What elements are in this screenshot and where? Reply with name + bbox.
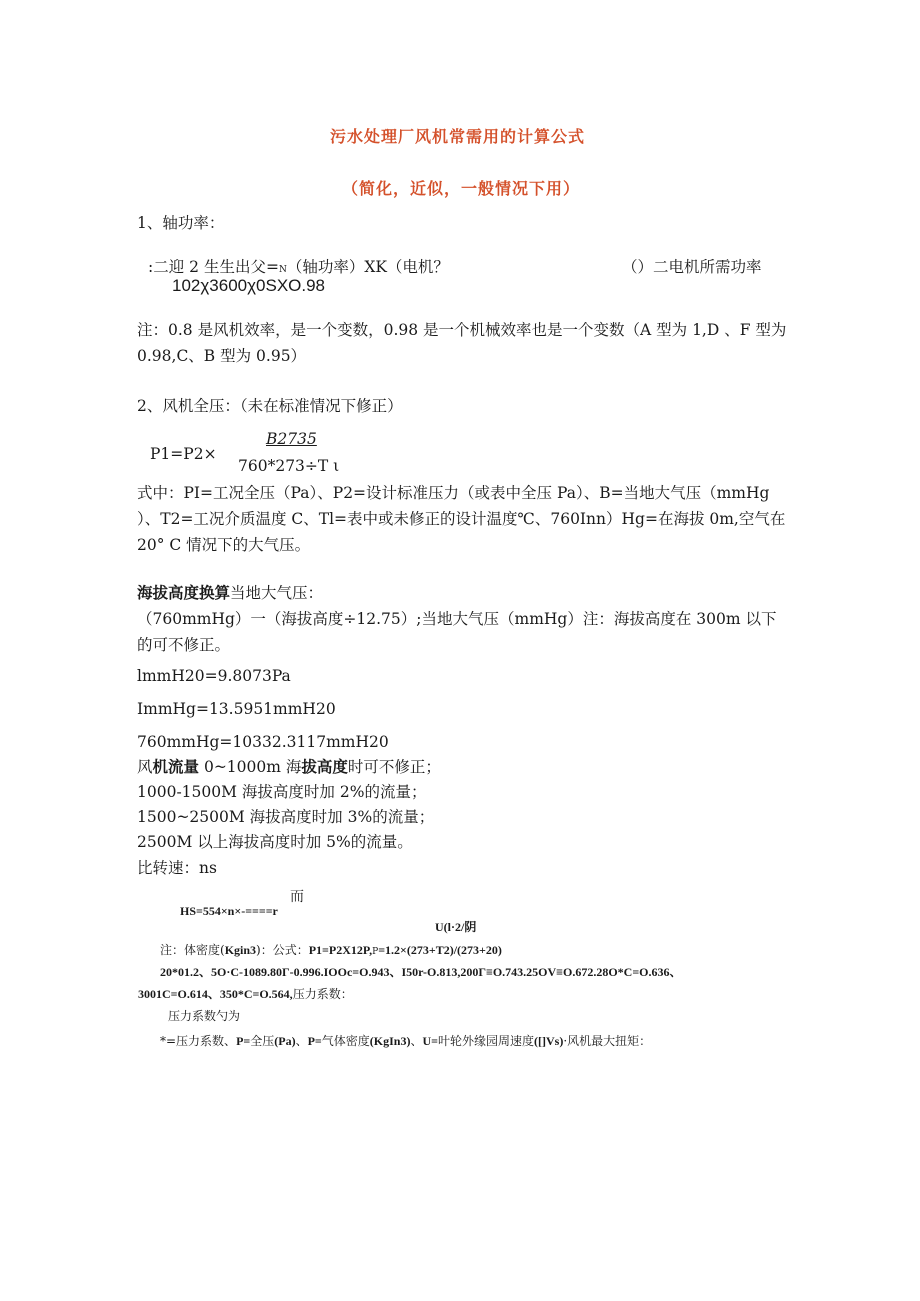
ns-formula-top: 而 (290, 888, 304, 904)
legend-l: ([]Vs) (534, 1034, 564, 1048)
section1-heading: 1、轴功率： (137, 214, 225, 232)
altitude-heading-rest: 当地大气压： (230, 584, 324, 602)
ns-formula-main: HS=554×n×-====r (180, 904, 278, 918)
flow-rule-3: 2500M 以上海拔高度时加 5%的流量。 (137, 833, 413, 851)
efficiency-note: 注：0.8 是风机效率，是一个变数，0.98 是一个机械效率也是一个变数（A 型为 1,D 、F 型为 0.98,C、B 型为 0.95） (137, 321, 787, 365)
flow-text-a: 风 (137, 758, 153, 776)
density-values-line-2 (138, 985, 353, 1002)
legend-i: 、 (410, 1034, 423, 1048)
ns-formula-right: U(l·2/阴 (435, 920, 477, 934)
flow-rule-2: 1500~2500M 海拔高度时加 3%的流量； (137, 808, 435, 826)
symbols-legend (160, 1032, 651, 1049)
density-values-text: 3001C=O.614、350*C=O.564, (138, 987, 293, 1001)
conversion-mmh2o: lmmH20=9.8073Pa (137, 667, 291, 685)
altitude-description: （760mmHg）一（海拔高度÷12.75）;当地大气压（mmHg）注：海拔高度在 300m 以下的可不修正。 (137, 610, 777, 654)
power-formula-rest: （轴功率）XK（电机？ (286, 258, 449, 276)
legend-f: P= (307, 1034, 322, 1048)
power-formula-left: :二迎 2 生生出父= (148, 258, 279, 276)
legend-b: P= (236, 1034, 251, 1048)
section2-heading: 2、风机全压：（未在标准情况下修正） (137, 397, 403, 415)
power-formula-denominator: 102χ3600χ0SXO.98 (172, 276, 326, 295)
density-note-a: 注：体密度( (160, 943, 225, 957)
flow-text-e: 时可不修正； (347, 758, 441, 776)
flow-text-d: 拔高度 (301, 758, 348, 776)
flow-text-c: 0~1000m 海 (199, 758, 302, 776)
altitude-heading-bold: 海拔高度换算 (137, 584, 231, 602)
legend-m: ·风机最大扭矩： (563, 1034, 652, 1048)
legend-j: U= (422, 1034, 438, 1048)
legend-a: *=压力系数、 (160, 1034, 237, 1048)
legend-h: (KgIn3) (369, 1034, 411, 1048)
legend-k: 叶轮外缘园周速度 (437, 1034, 534, 1048)
flow-text-b: 机流量 (152, 758, 200, 776)
pressure-formula-left: P1=P2× (150, 445, 217, 463)
conversion-760mmhg: 760mmHg=10332.3117mmH20 (137, 733, 389, 751)
pressure-coef-line: 压力系数勺为 (168, 1009, 241, 1023)
pressure-coef-label: 压力系数： (292, 987, 353, 1001)
altitude-heading (137, 581, 323, 605)
conversion-mmhg: ImmHg=13.5951mmH20 (137, 700, 336, 718)
flow-correction-intro (137, 755, 441, 779)
density-note-e: P (372, 947, 379, 957)
power-formula-sub: N (278, 265, 287, 275)
legend-d: (Pa) (274, 1034, 296, 1048)
legend-g: 气体密度 (321, 1034, 370, 1048)
pressure-explanation: 式中：PI=工况全压（Pa）、P2=设计标准压力（或表中全压 Pa）、B=当地大气压（mmHg ）、T2=工况介质温度 C、Tl=表中或未修正的设计温度℃、760Inn）Hg=在海拔 0m,空气在 20° C 情况下的大气压。 (137, 484, 786, 554)
density-note-f: =1.2×(273+T2)/(273+20) (378, 943, 502, 957)
legend-e: 、 (295, 1034, 308, 1048)
density-values-line: 20*01.2、5O·C-1089.80Γ-0.996.IOOc=O.943、I50r-O.813,200Γ≡O.743.25OV≡O.672.28O*C=O.636、 (160, 965, 682, 979)
density-note-c: )：公式： (256, 943, 309, 957)
pressure-formula-numerator: B2735 (266, 430, 317, 448)
density-note-d: P1=P2X12P, (308, 943, 373, 957)
page-subtitle: （简化，近似，一般情况下用） (342, 179, 581, 198)
density-note-b: Kgin3 (224, 943, 257, 957)
legend-c: 全压 (250, 1034, 275, 1048)
pressure-formula-denominator: 760*273÷T ι (238, 457, 340, 475)
power-formula-right: （）二电机所需功率 (622, 258, 762, 276)
page-title: 污水处理厂风机常需用的计算公式 (330, 127, 586, 146)
density-note (160, 941, 502, 958)
flow-rule-1: 1000-1500M 海拔高度时加 2%的流量； (137, 783, 427, 801)
specific-speed-label: 比转速：ns (137, 859, 217, 877)
